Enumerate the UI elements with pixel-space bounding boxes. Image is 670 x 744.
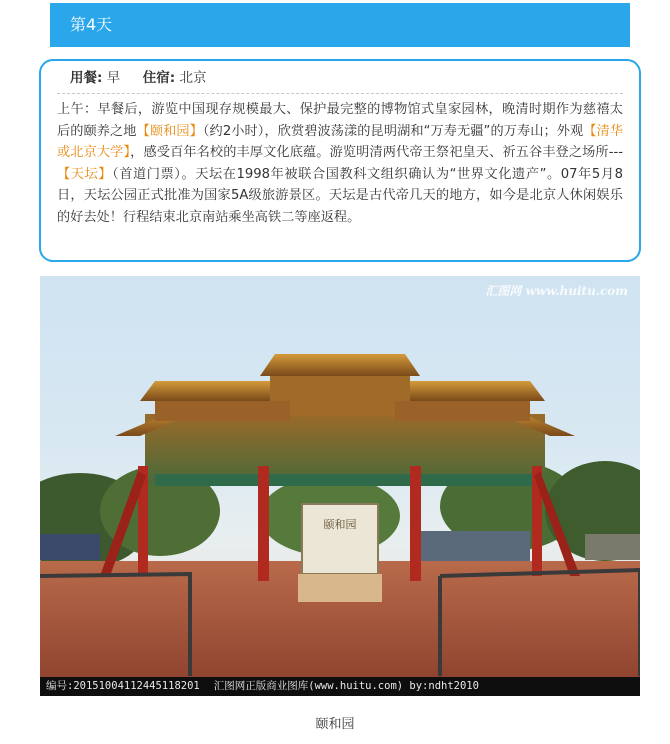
itinerary-description: [57, 99, 623, 228]
photo-id: 编号:20151004112445118201: [46, 680, 200, 692]
meal-label: 用餐:: [70, 70, 103, 86]
highlight-summer-palace: 【颐和园】: [136, 123, 203, 139]
desc-part-2: （约2小时），欣赏碧波荡漾的昆明湖和“万寿无疆”的万寿山；外观: [202, 123, 584, 139]
photo-caption: 颐和园: [315, 717, 355, 732]
desc-part-4: （首道门票）。天坛在1998年被联合国教科文组织确认为“世界文化遗产”。07年5月8日，天坛公园正式批准为国家5A级旅游景区。天坛是古代帝几天的地方，如今是北京人休闲娱乐的好去处！行程结束北京南站乘坐高铁二等座返程。: [57, 166, 623, 225]
day-header: [50, 3, 630, 47]
stay-value: 北京: [179, 70, 207, 86]
meal-value: 早: [106, 70, 121, 86]
plaque-text: 颐和园: [323, 518, 357, 531]
paifang-gate-illustration: [40, 276, 640, 696]
meal-stay-row: [57, 67, 623, 89]
desc-part-1: 上午：早餐后，游览中国现存规模最大、保护最完整的博物馆式皇家园林，晚清时期作为慈禧太后的颐养之地: [57, 102, 623, 139]
divider: [57, 93, 623, 94]
summer-palace-photo: [40, 276, 640, 696]
highlight-temple-of-heaven: 【天坛】: [57, 166, 113, 182]
photo-source: 汇图网正版商业图库(www.huitu.com) by:ndht2010: [213, 680, 479, 692]
photo-watermark: 汇图网 www.huitu.com: [485, 284, 628, 298]
itinerary-info-box: [39, 59, 641, 262]
photo-credit-strip: [40, 677, 640, 696]
desc-part-3: ，感受百年名校的丰厚文化底蕴。游览明清两代帝王祭祀皇天、祈五谷丰登之场所---: [130, 145, 623, 160]
day-title: 第4天: [70, 15, 113, 34]
highlight-universities: 【清华或北京大学】: [57, 123, 624, 160]
stay-label: 住宿:: [142, 70, 176, 86]
